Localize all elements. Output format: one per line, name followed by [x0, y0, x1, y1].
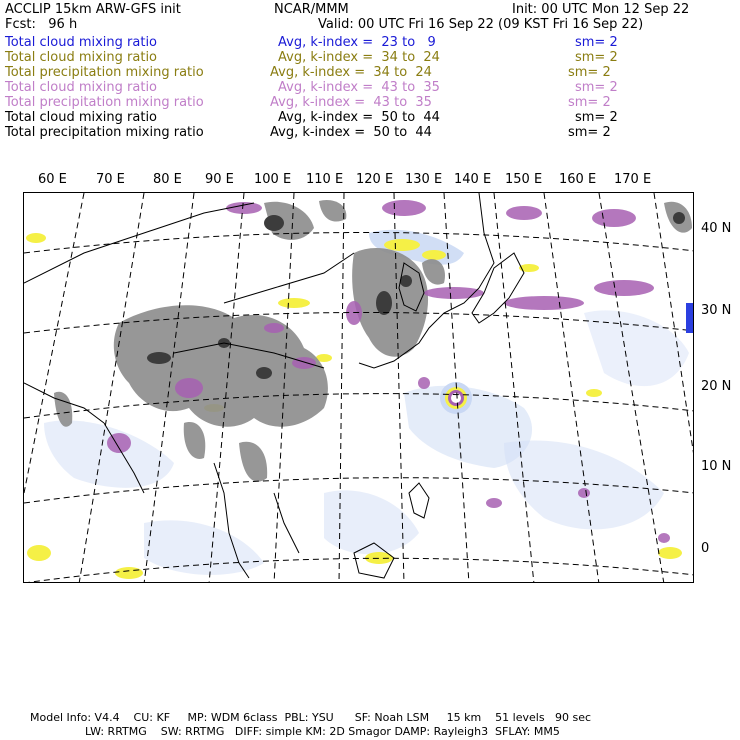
blue-cloud-patch — [686, 303, 694, 333]
legend-avg: Avg, k-index = 43 to 35 — [278, 80, 440, 95]
init-time: Init: 00 UTC Mon 12 Sep 22 — [512, 2, 690, 17]
legend-label: Total cloud mixing ratio — [5, 110, 158, 125]
lat-label: 0 — [701, 541, 710, 556]
legend-sm: sm= 2 — [568, 95, 611, 110]
legend-label: Total precipitation mixing ratio — [5, 125, 204, 140]
legend-label: Total cloud mixing ratio — [5, 35, 158, 50]
legend-sm: sm= 2 — [568, 65, 611, 80]
legend-sm: sm= 2 — [575, 50, 618, 65]
lon-label: 120 E — [356, 172, 394, 187]
lon-label: 90 E — [205, 172, 234, 187]
lat-label: 30 N — [701, 303, 732, 318]
model-title: ACCLIP 15km ARW-GFS init — [5, 2, 181, 17]
legend-avg: Avg, k-index = 43 to 35 — [270, 95, 432, 110]
forecast-hour: Fcst: 96 h — [5, 17, 78, 32]
model-info-line1: Model Info: V4.4 CU: KF MP: WDM 6class PBL: YSU SF: Noah LSM 15 km 51 levels 90 sec — [30, 711, 592, 724]
legend-label: Total cloud mixing ratio — [5, 80, 158, 95]
lon-label: 100 E — [254, 172, 292, 187]
lon-label: 60 E — [38, 172, 67, 187]
lon-label: 160 E — [559, 172, 597, 187]
legend-sm: sm= 2 — [575, 80, 618, 95]
lon-label: 110 E — [306, 172, 344, 187]
map-canvas — [24, 193, 694, 583]
legend-sm: sm= 2 — [568, 125, 611, 140]
legend-sm: sm= 2 — [575, 110, 618, 125]
model-info-line2: LW: RRTMG SW: RRTMG DIFF: simple KM: 2D Smagor DAMP: Rayleigh3 SFLAY: MM5 — [85, 725, 560, 738]
lat-label: 40 N — [701, 221, 732, 236]
lat-label: 10 N — [701, 459, 732, 474]
legend-avg: Avg, k-index = 34 to 24 — [278, 50, 440, 65]
legend-avg: Avg, k-index = 34 to 24 — [270, 65, 432, 80]
legend-avg: Avg, k-index = 50 to 44 — [270, 125, 432, 140]
legend-label: Total cloud mixing ratio — [5, 50, 158, 65]
lon-label: 130 E — [405, 172, 443, 187]
legend-label: Total precipitation mixing ratio — [5, 95, 204, 110]
lon-label: 140 E — [454, 172, 492, 187]
lon-label: 170 E — [614, 172, 652, 187]
valid-time: Valid: 00 UTC Fri 16 Sep 22 (09 KST Fri 16 Sep 22) — [318, 17, 644, 32]
legend-avg: Avg, k-index = 50 to 44 — [278, 110, 440, 125]
lon-label: 70 E — [96, 172, 125, 187]
forecast-map[interactable] — [23, 192, 694, 583]
legend-avg: Avg, k-index = 23 to 9 — [278, 35, 436, 50]
center-name: NCAR/MMM — [274, 2, 349, 17]
lon-label: 150 E — [505, 172, 543, 187]
legend-sm: sm= 2 — [575, 35, 618, 50]
legend-label: Total precipitation mixing ratio — [5, 65, 204, 80]
lon-label: 80 E — [153, 172, 182, 187]
lat-label: 20 N — [701, 379, 732, 394]
